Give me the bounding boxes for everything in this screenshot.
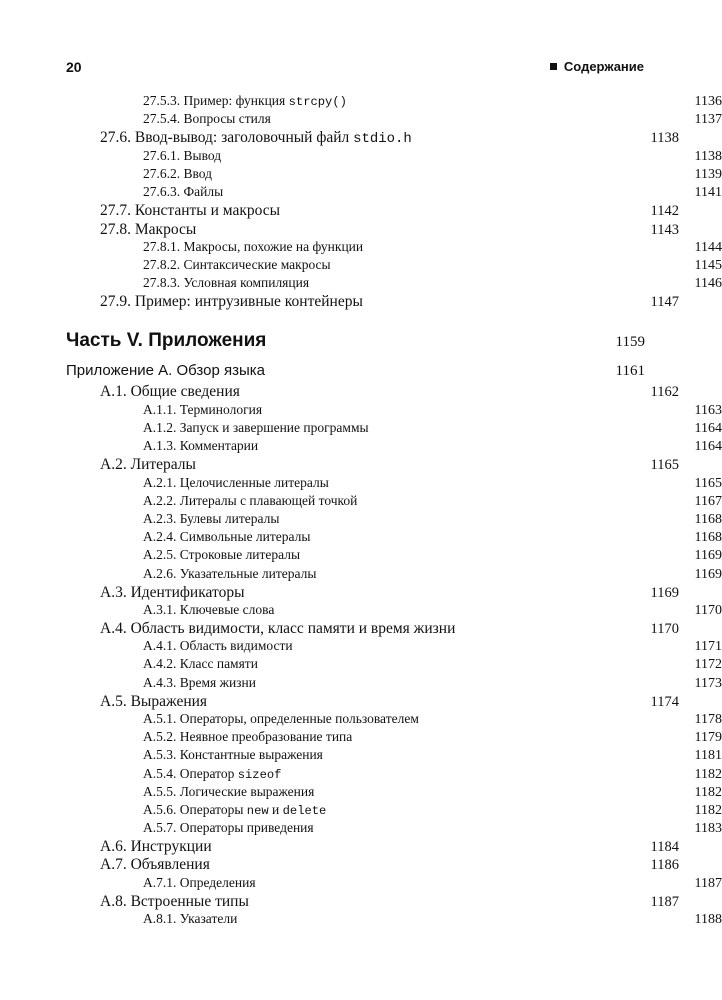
toc-entry-title	[143, 184, 695, 200]
toc-entry-page: 1138	[694, 149, 722, 164]
toc-entry-page: 1167	[694, 494, 722, 509]
toc-entry-page: 1169	[650, 585, 679, 601]
toc-entry-text: А.2.4. Символьные литералы	[143, 529, 311, 544]
toc-entry-title	[143, 602, 695, 618]
toc-entry-page: 1163	[694, 403, 722, 418]
toc-entry-title	[143, 875, 695, 891]
toc-entry-title	[143, 729, 695, 745]
toc-entry-text: А.5.7. Операторы приведения	[143, 820, 314, 835]
toc-entry-title	[143, 275, 695, 291]
toc-entry-text: А.2.1. Целочисленные литералы	[143, 475, 329, 490]
toc-entry-text: Приложение А. Обзор языка	[66, 362, 265, 379]
toc-entry-page: 1169	[694, 548, 722, 563]
toc-entry-page: 1182	[694, 785, 722, 800]
toc-entry-code: delete	[282, 804, 327, 818]
toc-entry-text: А.1.2. Запуск и завершение программы	[143, 420, 369, 435]
toc-entry-title	[143, 111, 695, 127]
toc-entry-title	[143, 402, 695, 418]
toc-entry-title	[143, 820, 695, 836]
toc-entry-title	[66, 330, 616, 352]
toc-entry-text: 27.8.3. Условная компиляция	[143, 275, 310, 290]
toc-entry-title	[100, 584, 651, 602]
toc-entry-title	[143, 784, 695, 800]
running-header	[550, 59, 644, 74]
toc-subsection-entry[interactable]	[66, 766, 722, 783]
toc-entry-text: А.5.2. Неявное преобразование типа	[143, 729, 353, 744]
toc-entry-title	[143, 656, 695, 672]
toc-entry-page: 1187	[694, 876, 722, 891]
toc-section-entry[interactable]	[66, 856, 679, 874]
toc-entry-title	[143, 566, 695, 582]
toc-entry-page: 1182	[694, 803, 722, 818]
toc-entry-title	[100, 620, 651, 638]
running-header-title: Содержание	[563, 59, 644, 74]
toc-entry-page: 1169	[694, 567, 722, 582]
toc-entry-text: 27.6.1. Вывод	[143, 148, 222, 163]
toc-section-entry[interactable]	[66, 383, 679, 401]
toc-entry-text: 27.8. Макросы	[100, 221, 197, 238]
toc-entry-text: А.8.1. Указатели	[143, 911, 238, 926]
toc-entry-text: 27.6. Ввод-вывод: заголовочный файл	[100, 129, 354, 146]
toc-entry-text: А.5.6. Операторы	[143, 802, 247, 817]
toc-section-entry[interactable]	[66, 202, 679, 220]
toc-subsection-entry[interactable]	[66, 529, 722, 546]
toc-entry-text: А.2.6. Указательные литералы	[143, 566, 317, 581]
toc-entry-text: 27.6.2. Ввод	[143, 166, 213, 181]
toc-part-entry[interactable]	[66, 330, 645, 352]
toc-entry-text: А.4. Область видимости, класс памяти и время жизни	[100, 620, 456, 637]
toc-entry-text: А.1. Общие сведения	[100, 383, 240, 400]
toc-entry-title	[100, 838, 651, 856]
toc-subsection-entry[interactable]	[66, 875, 722, 892]
toc-section-entry[interactable]	[66, 293, 679, 311]
toc-entry-page: 1142	[650, 203, 679, 219]
toc-entry-title	[143, 911, 695, 927]
toc-entry-title	[143, 420, 695, 436]
toc-entry-page: 1186	[650, 857, 679, 873]
toc-subsection-entry[interactable]	[66, 493, 722, 510]
toc-entry-page: 1161	[615, 363, 645, 379]
toc-entry-title	[143, 475, 695, 491]
toc-entry-title	[143, 547, 695, 563]
toc-subsection-entry[interactable]	[66, 148, 722, 165]
toc-entry-page: 1139	[694, 167, 722, 182]
toc-entry-title	[143, 747, 695, 763]
toc-subsection-entry[interactable]	[66, 257, 722, 274]
toc-subsection-entry[interactable]	[66, 638, 722, 655]
toc-entry-text: А.7. Объявления	[100, 856, 210, 873]
toc-entry-text: 27.8.1. Макросы, похожие на функции	[143, 239, 364, 254]
toc-entry-text: А.3. Идентификаторы	[100, 584, 245, 601]
toc-subsection-entry[interactable]	[66, 675, 722, 692]
toc-entry-page: 1170	[650, 621, 679, 637]
toc-subsection-entry[interactable]	[66, 566, 722, 583]
toc-entry-page: 1164	[694, 439, 722, 454]
toc-entry-title	[143, 711, 695, 727]
toc-subsection-entry[interactable]	[66, 239, 722, 256]
toc-subsection-entry[interactable]	[66, 729, 722, 746]
toc-entry-page: 1138	[650, 130, 679, 146]
toc-entry-title	[100, 383, 651, 401]
toc-entry-text: 27.6.3. Файлы	[143, 184, 224, 199]
toc-section-entry[interactable]	[66, 129, 679, 147]
toc-entry-code: new	[246, 804, 269, 818]
toc-section-entry[interactable]	[66, 456, 679, 474]
toc-entry-title	[143, 438, 695, 454]
toc-entry-text: А.7.1. Определения	[143, 875, 256, 890]
toc-subsection-entry[interactable]	[66, 711, 722, 728]
toc-entry-title	[143, 802, 695, 818]
toc-entry-page: 1165	[650, 457, 679, 473]
toc-subsection-entry[interactable]	[66, 511, 722, 528]
toc-entry-page: 1182	[694, 767, 722, 782]
toc-entry-text: А.2.2. Литералы с плавающей точкой	[143, 493, 358, 508]
toc-entry-page: 1178	[694, 712, 722, 727]
toc-entry-page: 1170	[694, 603, 722, 618]
toc-entry-page: 1144	[694, 240, 722, 255]
toc-entry-title	[143, 638, 695, 654]
toc-entry-title	[143, 493, 695, 509]
toc-entry-text: А.2.3. Булевы литералы	[143, 511, 280, 526]
toc-entry-title	[143, 766, 695, 782]
toc-entry-page: 1165	[694, 476, 722, 491]
toc-entry-code: stdio.h	[353, 131, 412, 147]
toc-entry-text: А.5.1. Операторы, определенные пользователем	[143, 711, 419, 726]
toc-entry-title	[143, 675, 695, 691]
toc-entry-title	[143, 529, 695, 545]
toc-entry-text: А.5.3. Константные выражения	[143, 747, 323, 762]
toc-entry-text: А.5.5. Логические выражения	[143, 784, 315, 799]
toc-entry-text: А.1.3. Комментарии	[143, 438, 259, 453]
toc-subsection-entry[interactable]	[66, 275, 722, 292]
toc-entry-text: А.3.1. Ключевые слова	[143, 602, 275, 617]
toc-section-entry[interactable]	[66, 584, 679, 602]
toc-entry-page: 1181	[694, 748, 722, 763]
toc-entry-title	[100, 456, 651, 474]
toc-entry-page: 1173	[694, 676, 722, 691]
square-bullet-icon	[550, 63, 557, 70]
toc-entry-text: А.4.3. Время жизни	[143, 675, 256, 690]
toc-entry-page: 1174	[650, 694, 679, 710]
toc-entry-page: 1141	[694, 185, 722, 200]
toc-entry-page: 1188	[694, 912, 722, 927]
toc-subsection-entry[interactable]	[66, 184, 722, 201]
toc-entry-page: 1147	[650, 294, 679, 310]
toc-entry-text: и	[268, 802, 283, 817]
toc-entry-text: А.8. Встроенные типы	[100, 893, 249, 910]
toc-entry-text: Часть V. Приложения	[66, 330, 267, 351]
toc-entry-title	[100, 893, 651, 911]
toc-subsection-entry[interactable]	[66, 911, 722, 928]
toc-entry-text: 27.5.4. Вопросы стиля	[143, 111, 271, 126]
toc-entry-title	[143, 257, 695, 273]
toc-section-entry[interactable]	[66, 620, 679, 638]
toc-subsection-entry[interactable]	[66, 602, 722, 619]
toc-entry-title	[100, 202, 651, 220]
toc-entry-text: А.2. Литералы	[100, 456, 196, 473]
toc-entry-page: 1164	[694, 421, 722, 436]
toc-section-entry[interactable]	[66, 221, 679, 239]
toc-entry-page: 1168	[694, 512, 722, 527]
toc-entry-title	[100, 693, 651, 711]
toc-subsection-entry[interactable]	[66, 166, 722, 183]
toc-entry-text: А.5. Выражения	[100, 693, 208, 710]
toc-entry-code: strcpy()	[288, 95, 347, 109]
toc-entry-code: sizeof	[237, 768, 282, 782]
toc-entry-text: А.4.2. Класс памяти	[143, 656, 258, 671]
toc-entry-page: 1136	[694, 94, 722, 109]
toc-entry-page: 1162	[650, 384, 679, 400]
toc-subsection-entry[interactable]	[66, 438, 722, 455]
toc-appendix-entry[interactable]	[66, 362, 645, 380]
toc-entry-title	[100, 221, 651, 239]
toc-entry-title	[100, 856, 651, 874]
toc-entry-page: 1137	[694, 112, 722, 127]
toc-section-entry[interactable]	[66, 838, 679, 856]
toc-entry-page: 1179	[694, 730, 722, 745]
toc-entry-page: 1168	[694, 530, 722, 545]
toc-entry-page: 1183	[694, 821, 722, 836]
toc-subsection-entry[interactable]	[66, 111, 722, 128]
toc-subsection-entry[interactable]	[66, 656, 722, 673]
toc-entry-title	[143, 148, 695, 164]
toc-entry-page: 1146	[694, 276, 722, 291]
toc-entry-page: 1171	[694, 639, 722, 654]
toc-entry-page: 1184	[650, 839, 679, 855]
toc-entry-text: 27.9. Пример: интрузивные контейнеры	[100, 293, 363, 310]
toc-subsection-entry[interactable]	[66, 475, 722, 492]
toc-subsection-entry[interactable]	[66, 784, 722, 801]
toc-entry-text: А.2.5. Строковые литералы	[143, 547, 301, 562]
toc-entry-title	[66, 362, 616, 379]
toc-entry-title	[100, 293, 651, 311]
toc-entry-title	[143, 166, 695, 182]
toc-section-entry[interactable]	[66, 693, 679, 711]
toc-entry-page: 1159	[615, 334, 645, 350]
toc-subsection-entry[interactable]	[66, 402, 722, 419]
toc-entry-text: А.1.1. Терминология	[143, 402, 263, 417]
page-number: 20	[66, 59, 82, 75]
toc-entry-text: 27.8.2. Синтаксические макросы	[143, 257, 331, 272]
toc-section-entry[interactable]	[66, 893, 679, 911]
toc-entry-text: А.4.1. Область видимости	[143, 638, 293, 653]
toc-entry-page: 1143	[650, 222, 679, 238]
toc-entry-title	[143, 239, 695, 255]
toc-subsection-entry[interactable]	[66, 93, 722, 110]
toc-entry-page: 1187	[650, 894, 679, 910]
toc-entry-text: А.5.4. Оператор	[143, 766, 238, 781]
toc-entry-text: А.6. Инструкции	[100, 838, 212, 855]
toc-subsection-entry[interactable]	[66, 420, 722, 437]
toc-entry-title	[143, 93, 695, 109]
toc-entry-page: 1145	[694, 258, 722, 273]
toc-entry-text: 27.7. Константы и макросы	[100, 202, 281, 219]
toc-entry-text: 27.5.3. Пример: функция	[143, 93, 289, 108]
toc-subsection-entry[interactable]	[66, 820, 722, 837]
toc-subsection-entry[interactable]	[66, 747, 722, 764]
toc-entry-page: 1172	[694, 657, 722, 672]
toc-subsection-entry[interactable]	[66, 547, 722, 564]
toc-entry-title	[100, 129, 651, 147]
toc-subsection-entry[interactable]	[66, 802, 722, 819]
toc-entry-title	[143, 511, 695, 527]
